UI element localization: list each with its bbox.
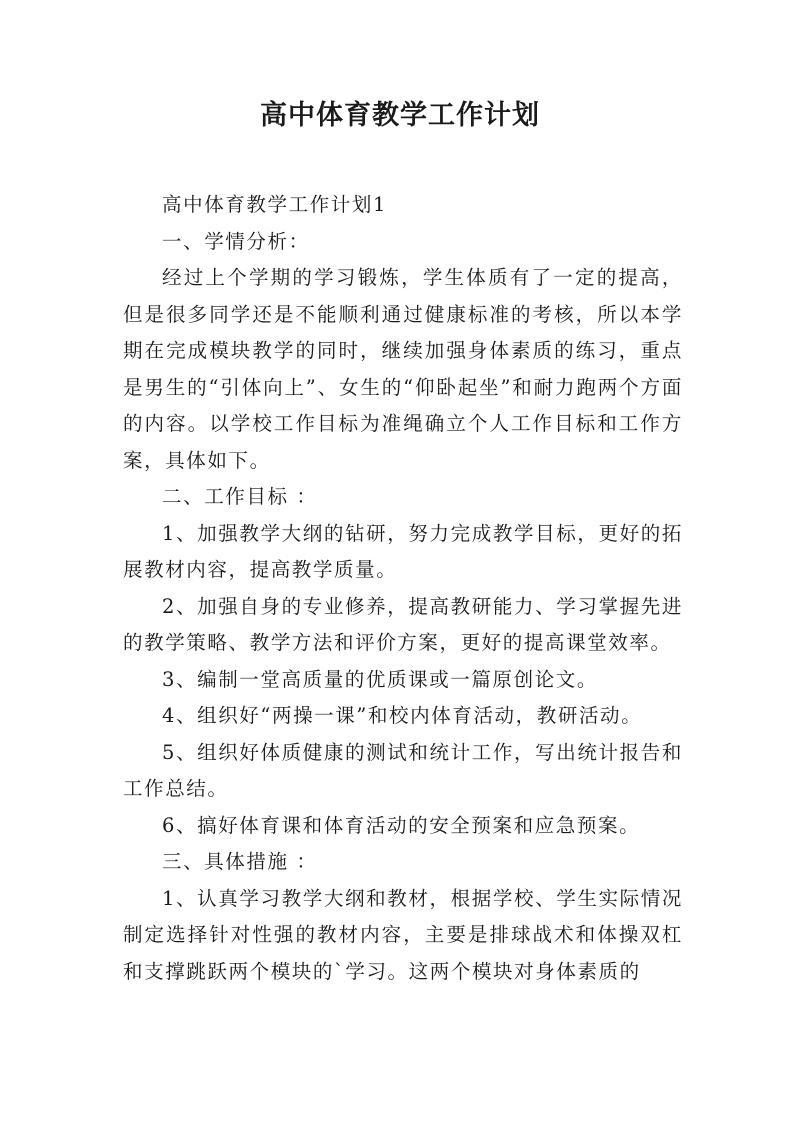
measure-item-1: 1、认真学习教学大纲和教材，根据学校、学生实际情况制定选择针对性强的教材内容，主要是排球战术和体操双杠和支撑跳跃两个模块的`学习。这两个模块对身体素质的 [123,886,683,983]
goal-item-5: 5、组织好体质健康的测试和统计工作，写出统计报告和工作总结。 [123,740,683,800]
goal-item-6: 6、搞好体育课和体育活动的安全预案和应急预案。 [162,813,641,837]
document-body [123,187,683,990]
goal-item-3: 3、编制一堂高质量的优质课或一篇原创论文。 [162,667,599,691]
goal-item-4: 4、组织好“两操一课”和校内体育活动，教研活动。 [162,704,643,727]
document-title: 高中体育教学工作计划 [260,100,540,131]
section-heading-measures: 三、具体措施 ： [162,850,318,873]
goal-item-2: 2、加强自身的专业修养，提高教研能力、学习掌握先进的教学策略、教学方法和评价方案，更好的提高课堂效率。 [123,594,683,654]
subtitle-paragraph: 高中体育教学工作计划1 [162,193,388,216]
section-heading-analysis: 一、学情分析： [162,229,310,253]
analysis-paragraph: 经过上个学期的学习锻炼，学生体质有了一定的提高，但是很多同学还是不能顺利通过健康标准的考核，所以本学期在完成模块教学的同时，继续加强身体素质的练习，重点是男生的“引体向上”、女生的“仰卧起坐”和耐力跑两个方面的内容。以学校工作目标为准绳确立个人工作目标和工作方案，具体如下。 [123,266,683,472]
goal-item-1: 1、加强教学大纲的钻研，努力完成教学目标，更好的拓展教材内容，提高教学质量。 [123,521,683,581]
section-heading-goals: 二、工作目标 ： [162,485,318,508]
